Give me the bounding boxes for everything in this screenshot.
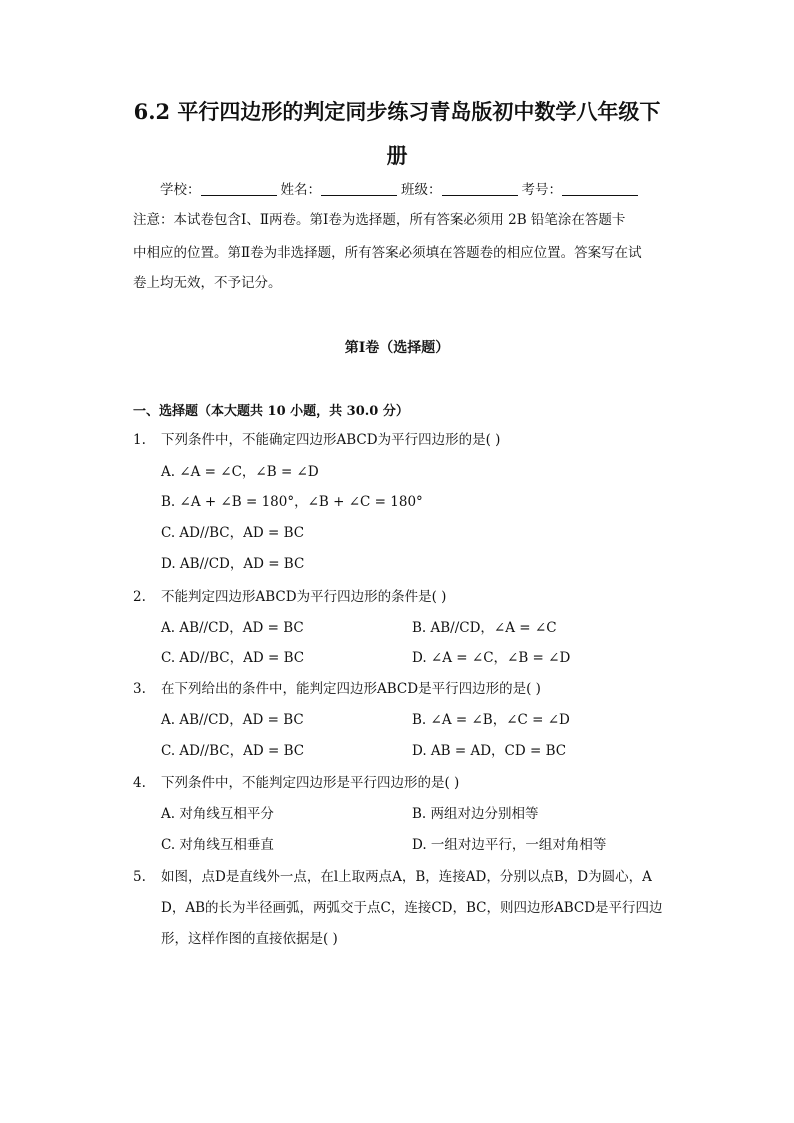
- school-label: 学校：: [160, 182, 201, 198]
- q4-option-c: C. 对角线互相垂直: [161, 837, 274, 853]
- question-5: [133, 867, 652, 887]
- id-label: 考号：: [521, 182, 562, 198]
- question-4: [133, 773, 459, 793]
- part-heading: 一、选择题（本大题共 10 小题，共 30.0 分）: [133, 404, 409, 419]
- q1-option-d: D. AB//CD，AD = BC: [161, 556, 305, 572]
- question-1: [133, 430, 500, 450]
- question-number: 2.: [133, 589, 146, 605]
- notice-line1: 注意：本试卷包含Ⅰ、Ⅱ两卷。第Ⅰ卷为选择题，所有答案必须用 2B 铅笔涂在答题卡: [133, 212, 626, 228]
- q2-option-d: D. ∠A = ∠C，∠B = ∠D: [412, 650, 571, 666]
- q2-option-a: A. AB//CD，AD = BC: [161, 620, 304, 636]
- question-text: 如图，点D是直线外一点，在l上取两点A，B，连接AD，分别以点B，D为圆心，A: [161, 869, 652, 885]
- question-number: 5.: [133, 869, 146, 885]
- q1-option-b: B. ∠A + ∠B = 180°，∠B + ∠C = 180°: [161, 494, 423, 510]
- school-blank: [201, 181, 277, 196]
- question-text: 不能判定四边形ABCD为平行四边形的条件是( ): [161, 589, 447, 605]
- question-text: 下列条件中，不能确定四边形ABCD为平行四边形的是( ): [161, 432, 501, 448]
- q4-option-d: D. 一组对边平行，一组对角相等: [412, 837, 607, 853]
- question-number: 3.: [133, 681, 146, 697]
- q3-option-b: B. ∠A = ∠B，∠C = ∠D: [412, 712, 570, 728]
- id-blank: [562, 181, 638, 196]
- q2-option-c: C. AD//BC，AD = BC: [161, 650, 305, 666]
- q3-option-c: C. AD//BC，AD = BC: [161, 743, 305, 759]
- question-5-line3: 形，这样作图的直接依据是( ): [161, 931, 338, 947]
- notice-line3: 卷上均无效，不予记分。: [133, 275, 282, 291]
- question-number: 1.: [133, 432, 146, 448]
- question-3: [133, 679, 541, 699]
- question-2: [133, 587, 446, 607]
- name-label: 姓名：: [280, 182, 321, 198]
- document-title-line1: 6.2 平行四边形的判定同步练习青岛版初中数学八年级下: [133, 99, 661, 124]
- q3-option-d: D. AB = AD，CD = BC: [412, 743, 567, 759]
- q1-option-a: A. ∠A = ∠C，∠B = ∠D: [161, 464, 319, 480]
- question-text: 在下列给出的条件中，能判定四边形ABCD是平行四边形的是( ): [161, 681, 541, 697]
- question-number: 4.: [133, 775, 146, 791]
- class-blank: [442, 181, 518, 196]
- name-blank: [321, 181, 397, 196]
- notice-line2: 中相应的位置。第Ⅱ卷为非选择题，所有答案必须填在答题卷的相应位置。答案写在试: [133, 245, 642, 261]
- question-text: 下列条件中，不能判定四边形是平行四边形的是( ): [161, 775, 460, 791]
- section-title: 第Ⅰ卷（选择题）: [344, 340, 450, 356]
- q4-option-a: A. 对角线互相平分: [161, 806, 274, 822]
- student-info-row: [160, 180, 642, 200]
- q4-option-b: B. 两组对边分别相等: [412, 806, 539, 822]
- class-label: 班级：: [401, 182, 442, 198]
- question-5-line2: D，AB的长为半径画弧，两弧交于点C，连接CD，BC，则四边形ABCD是平行四边: [161, 900, 663, 916]
- q1-option-c: C. AD//BC，AD = BC: [161, 525, 305, 541]
- q2-option-b: B. AB//CD，∠A = ∠C: [412, 620, 557, 636]
- q3-option-a: A. AB//CD，AD = BC: [161, 712, 304, 728]
- document-title-line2: 册: [386, 143, 408, 168]
